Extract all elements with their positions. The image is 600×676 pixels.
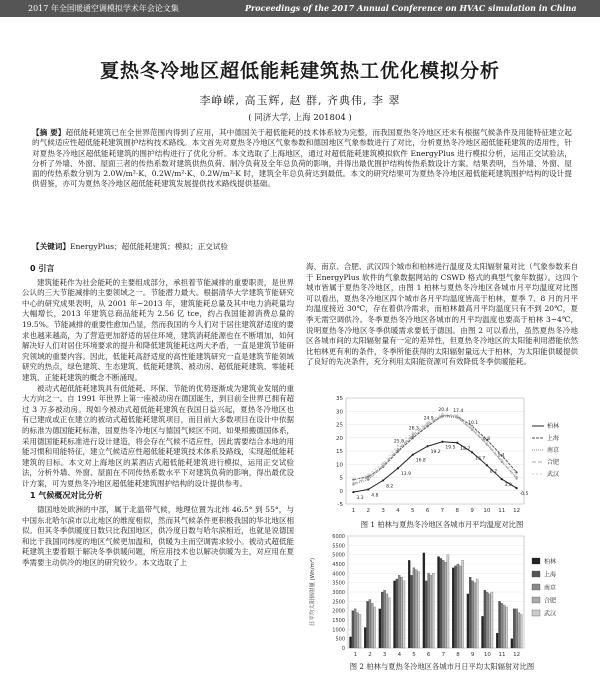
banner-right-text: Proceedings of the 2017 Annual Conference on HVAC simulation in China: [245, 3, 577, 13]
fig1-data-point: [501, 459, 503, 461]
fig1-data-label: 5.1: [497, 453, 505, 459]
fig2-y-tick-label: 1500: [332, 618, 345, 624]
fig1-x-tick-label: 8: [455, 508, 459, 514]
fig1-data-point: [397, 467, 399, 469]
fig1-y-tick-label: 35: [336, 396, 343, 402]
fig1-x-tick-label: 7: [440, 508, 445, 514]
fig2-bar: [408, 560, 410, 648]
paper-authors: 李峥嵘, 高玉辉, 赵 群, 齐典伟, 李 翠: [199, 94, 401, 107]
figure2-radiation-chart: [306, 532, 578, 660]
fig1-y-tick-label: 0: [339, 488, 343, 495]
fig2-bar: [489, 594, 491, 648]
fig1-x-tick-label: 4: [396, 508, 400, 514]
fig1-data-label: 26.3: [408, 426, 419, 432]
fig1-data-label: 3.3: [356, 496, 364, 502]
fig2-bar: [403, 581, 405, 648]
fig2-bar: [352, 611, 354, 648]
fig2-y-tick-label: 5500: [332, 543, 345, 550]
fig1-data-point: [515, 476, 517, 478]
fig2-bar: [396, 579, 398, 648]
fig2-bar: [481, 616, 483, 648]
fig1-legend-label: 南京: [547, 447, 560, 454]
fig1-data-label: -0.5: [519, 492, 529, 498]
fig1-data-point: [412, 431, 414, 433]
fig1-data-point: [441, 441, 443, 443]
fig1-data-point: [412, 454, 414, 456]
fig1-data-point: [352, 480, 354, 482]
fig2-y-tick-label: 0: [341, 646, 345, 652]
fig2-bar: [520, 614, 522, 648]
fig1-legend-label: 上海: [547, 435, 560, 442]
fig1-data-point: [456, 414, 458, 416]
fig2-bar: [432, 573, 434, 648]
section1-paragraph-1: 德国地处欧洲的中部，属于北温带气候，地理位置为北纬 46.5° 到 55°，与中国东北哈尔滨市以北地区的维度相似，然而其气候条件更积极我国的华北地区相似。但其冬季供暖度日数只比我国地区，供冷度日数与哈尔滨相近，也就是说德国和比于我国同纬度的地区气候更加温和，供暖为主而空调需求较小。被动式超低能耗建筑主要着眼于解决冬季供暖问题，所应用技术也以解决供暖为主，对应用在夏季需要主动供冷的地区的研究较少。本文选取了上: [22, 505, 294, 568]
fig2-bar: [386, 594, 388, 648]
fig1-x-tick-label: 6: [425, 508, 430, 514]
fig1-data-label: 18.7: [460, 446, 471, 452]
fig2-bar: [440, 558, 442, 648]
fig2-bar: [359, 614, 361, 648]
fig1-y-tick-label: 30: [336, 409, 343, 416]
fig2-bar: [467, 594, 469, 648]
fig2-legend-label: 柏林: [544, 558, 557, 566]
keywords: [32, 241, 572, 252]
fig2-bar: [423, 553, 425, 648]
fig2-x-tick-label: 9: [470, 652, 475, 658]
fig2-bar: [381, 592, 383, 648]
fig2-bar: [401, 577, 403, 648]
left-column: [22, 262, 294, 569]
fig2-bar: [496, 633, 498, 648]
fig2-bar: [364, 627, 366, 648]
fig2-x-tick-label: 3: [382, 652, 387, 658]
fig1-y-tick-label: 20: [336, 435, 343, 442]
fig2-bar: [515, 609, 517, 648]
fig2-y-tick-label: 4500: [332, 562, 345, 568]
fig2-bar: [503, 605, 505, 648]
fig2-x-tick-label: 2: [368, 652, 372, 658]
fig2-legend-swatch: [532, 597, 540, 603]
fig2-bar: [430, 575, 432, 648]
fig2-bar: [369, 599, 371, 648]
fig1-data-point: [486, 464, 488, 466]
fig1-data-label: 8.2: [386, 484, 394, 490]
fig2-y-tick-label: 4000: [332, 571, 345, 578]
fig2-bar: [371, 603, 373, 648]
fig2-bar: [491, 592, 493, 648]
fig2-bar: [427, 573, 429, 648]
fig2-y-tick-label: 6000: [332, 534, 345, 540]
fig2-bar: [388, 598, 390, 648]
fig2-bar: [447, 555, 449, 648]
fig2-legend-label: 上海: [544, 571, 557, 579]
fig2-bar: [418, 571, 420, 648]
fig2-bar: [437, 557, 439, 648]
fig2-legend-label: 南京: [544, 584, 557, 592]
fig2-bar: [513, 609, 515, 648]
fig2-bar: [474, 583, 476, 648]
fig2-bar: [459, 566, 461, 648]
fig2-x-tick-label: 1: [353, 652, 358, 658]
fig2-bar: [413, 568, 415, 648]
fig1-data-label: 25.8: [393, 439, 404, 445]
fig2-bar: [354, 609, 356, 648]
fig1-x-tick-label: 12: [513, 508, 521, 514]
fig1-data-point: [456, 442, 458, 444]
abstract: [32, 128, 572, 190]
fig2-y-axis-label: 日平均太阳辐射量 (Wh/m²): [310, 557, 316, 627]
fig1-y-tick-label: -5: [337, 502, 343, 508]
fig2-bar: [393, 581, 395, 648]
fig1-legend-label: 武汉: [547, 471, 560, 478]
fig2-legend-label: 武汉: [544, 610, 557, 618]
fig2-bar: [349, 637, 351, 648]
fig2-legend-swatch: [532, 558, 540, 564]
fig1-data-label: 13.7: [475, 456, 486, 462]
fig2-bar: [383, 590, 385, 648]
fig2-x-tick-label: 7: [441, 652, 446, 658]
fig1-data-label: 13.9: [400, 472, 411, 478]
fig1-x-tick-label: 11: [498, 508, 506, 514]
fig2-bar: [445, 562, 447, 648]
fig1-data-label: 10.1: [468, 420, 479, 426]
fig2-y-tick-label: 500: [335, 636, 345, 643]
fig1-y-tick-label: 25: [336, 422, 343, 429]
fig2-legend-swatch: [532, 571, 540, 577]
fig1-data-point: [382, 464, 384, 466]
fig2-bar: [469, 577, 471, 648]
fig1-data-label: 19.5: [445, 445, 456, 451]
paper-title: 夏热冬冷地区超低能耗建筑热工优化模拟分析: [99, 60, 500, 82]
fig2-legend-swatch: [532, 584, 540, 590]
fig1-data-point: [426, 422, 428, 424]
fig2-y-tick-label: 5000: [332, 552, 345, 559]
fig1-data-point: [471, 451, 473, 453]
fig2-bar: [486, 592, 488, 648]
fig1-data-point: [441, 413, 443, 415]
fig1-y-tick-label: 5: [339, 475, 343, 482]
keywords-text: EnergyPlus；超低能耗建筑；模拟；正交试验: [69, 242, 228, 251]
fig1-legend-label: 柏林: [547, 423, 560, 430]
fig2-x-tick-label: 11: [498, 652, 506, 658]
fig1-x-tick-label: 1: [351, 508, 356, 514]
fig1-data-point: [367, 477, 369, 479]
abstract-label: 【摘 要】: [32, 128, 66, 137]
fig2-y-tick-label: 3000: [332, 590, 345, 596]
fig2-bar: [501, 603, 503, 648]
fig2-bar: [511, 639, 513, 648]
fig2-bar: [518, 613, 520, 648]
fig2-bar: [442, 560, 444, 648]
fig1-data-point: [352, 491, 354, 493]
fig1-data-point: [486, 442, 488, 444]
figure1-temperature-chart: [306, 392, 578, 517]
fig2-bar: [506, 607, 508, 648]
fig1-data-point: [412, 434, 414, 436]
fig2-bar: [374, 607, 376, 648]
keywords-label: 【关键词】: [32, 242, 70, 251]
fig1-data-label: 16.8: [415, 458, 426, 464]
fig2-y-tick-label: 2000: [332, 608, 345, 615]
fig1-data-label: 8.2: [489, 469, 498, 475]
fig2-y-tick-label: 2500: [332, 599, 345, 606]
fig2-x-tick-label: 5: [412, 652, 416, 658]
fig2-bar: [457, 564, 459, 648]
fig1-data-point: [382, 479, 384, 481]
fig1-y-tick-label: 10: [336, 462, 343, 469]
fig2-bar: [476, 579, 478, 648]
intro-paragraph-2: 被动式超低能耗建筑具有低能耗、环保、节能的优势逐渐成为建筑业发展的重大方向之一。自 1991 年世界上第一座被动房在德国诞生，到目前全世界已拥有超过 3 万多被动房。现如今被动式超低能耗建筑在我国日益兴起，夏热冬冷地区也有已建成或正在建立的被动式超低能耗建筑项目，而目前大多数项目在设计中依据的标准为德国能耗标准，国夏热冬冷地区与德国气候区不同。如果照搬德国体系，采用德国能耗标准进行设计建造，将会存在气候不适应性，因此需要结合本地的用能习惯和用能特征，建立气候适应性超低能耗建筑技术体系及路线，实现超低能耗建筑的目标。本文对上海地区的某酒店式超低能耗建筑进行模拟，运用正交试验法，分析外墙、外窗、屋面在不同传热系数水平下对建筑负荷的影响，得出最优设计方案，可为夏热冬冷地区超低能耗建筑围护结构的设计提供参考。: [22, 383, 294, 488]
fig1-x-tick-label: 5: [411, 508, 415, 514]
fig2-bar: [484, 590, 486, 648]
figure1-caption: 图 1 柏林与夏热冬冷地区各城市月平均温度对比图: [360, 520, 524, 529]
fig1-data-point: [382, 462, 384, 464]
fig2-bar: [366, 601, 368, 648]
intro-paragraph-1: 建筑能耗作为社会能耗的主要组成部分，承担着节能减排的重要职责，是世界公认的三大节能减排的主要领域之一。节能潜力最大。根据清华大学建筑节能研究中心的研究成果表明，从 2001 年~2013 年，建筑能耗总量及其中电力消耗量均大幅增长，2013 年建筑总商品能耗为 2.56 亿 tce，约占我国能源消费总量的 19.5%。节能减排的重要性愈加凸显，然而我国的今人们对于居住建筑舒适度的要求也越来越高，为了营造更加舒适的居住环境，建筑消耗能源也在不断增加，如何解决好人们对居住环境要求的提升和降低建筑能耗这两大矛盾，一直是建筑节能研究领域的重要内容。因此，低能耗高舒适度的高性能建筑研究一直是建筑节能领域研究的热点，绿色建筑、生态建筑、低能耗建筑、被动房、超低能耗建筑、零能耗建筑、正能耗建筑的概念不断涌现。: [22, 277, 294, 382]
banner-left-text: 2017 年全国暖通空调模拟学术年会论文集: [28, 4, 179, 13]
fig1-data-point: [471, 428, 473, 430]
fig1-data-point: [515, 473, 517, 475]
fig2-y-tick-label: 1000: [332, 627, 345, 634]
fig2-bar: [415, 570, 417, 648]
fig1-x-tick-label: 10: [483, 508, 491, 514]
fig1-data-point: [397, 445, 399, 447]
fig1-data-point: [426, 445, 428, 447]
fig2-x-tick-label: 6: [426, 652, 431, 658]
fig1-data-label: 3.0: [504, 483, 512, 489]
fig1-data-label: 19.2: [430, 450, 441, 456]
fig1-legend-label: 合肥: [547, 459, 560, 466]
fig2-legend-label: 合肥: [544, 597, 557, 605]
right-column-text: [306, 262, 578, 368]
fig1-x-tick-label: 3: [381, 508, 385, 514]
fig1-data-point: [501, 478, 503, 480]
fig2-bar: [462, 560, 464, 648]
fig1-x-tick-label: 2: [366, 508, 370, 514]
fig2-x-tick-label: 8: [456, 652, 460, 658]
intro-heading: 0 引言: [30, 264, 55, 273]
fig1-data-label: 20.4: [438, 407, 449, 413]
conference-banner: [0, 0, 600, 17]
fig1-x-tick-label: 9: [470, 508, 474, 514]
fig2-x-tick-label: 4: [397, 652, 402, 658]
fig2-bar: [471, 581, 473, 648]
fig1-data-point: [471, 426, 473, 428]
fig2-bar: [379, 609, 381, 648]
paper-affiliation: ( 同济大学, 上海 201804 ): [248, 113, 352, 123]
figure2-caption: 图 2 柏林与夏热冬冷地区各城市月日平均太阳辐射对比图: [349, 662, 535, 671]
fig1-data-label: 4.8: [371, 493, 379, 499]
fig1-data-point: [367, 488, 369, 490]
fig2-x-tick-label: 12: [513, 652, 521, 658]
fig2-bar: [398, 575, 400, 648]
fig2-bar: [357, 613, 359, 648]
fig2-bar: [452, 568, 454, 648]
section1-heading: 1 气候概况对比分析: [30, 491, 103, 501]
fig2-bar: [410, 575, 412, 648]
fig1-data-label: 6.8: [482, 436, 491, 442]
fig1-data-label: 24.9: [423, 416, 434, 422]
fig2-legend-swatch: [532, 610, 540, 616]
fig1-data-label: 17.4: [453, 409, 464, 415]
fig1-y-tick-label: 15: [336, 449, 343, 455]
fig2-bar: [425, 581, 427, 648]
fig1-data-point: [515, 487, 517, 489]
right-paragraph-1: 海、南京、合肥、武汉四个城市和柏林进行温度及太阳辐射量对比（气象参数来自于 EnergyPlus 软件的气象数据网站的 CSWD 格式的典型气象年数据）。这四个城市皆属于夏热冬冷地区，由图 1 柏林与夏热冬冷地区各城市月平均温度对比图可以看出，夏热冬冷地区四个城市各月平均温度皆高于柏林，夏季 7、8 月的月平均温度接近 30℃，存在着供冷需求，而柏林最高月平均温度只有不到 20℃，夏季无需空调供冷。冬季夏热冬冷地区各城市的月平均温度也要高于柏林 3~4℃，说明夏热冬冷地区冬季供暖需求要低于德国。由图 2 可以看出，虽然夏热冬冷地区各城市间的太阳辐射量有一定的差异性，但夏热冬冷地区的太阳能利用潜能依然比柏林更有利的条件，冬季所能获得的太阳辐射量远大于柏林，为太阳能供暖提供了良好的先决条件，充分利用太阳能资源可有效降低冬季供暖能耗。: [306, 262, 578, 367]
fig2-bar: [454, 566, 456, 648]
fig2-x-tick-label: 10: [483, 652, 491, 658]
fig1-data-point: [352, 482, 354, 484]
fig2-y-tick-label: 3500: [332, 580, 345, 587]
fig1-data-point: [397, 448, 399, 450]
fig1-data-point: [367, 473, 369, 475]
fig2-bar: [498, 601, 500, 648]
abstract-text: 超低能耗建筑已在全世界范围内得到了应用，其中德国关于超低能耗的技术体系较为完整，而我国夏热冬冷地区还未有根据气候条件及用能特征建立起的气候适应性超低能耗建筑围护结构技术路线。本文首先对夏热冬冷地区气象参数和德国地区气象参数进行了对比，分析夏热冬冷地区超低能耗建筑的适用性，针对夏热冬冷地区超低能耗建筑的围护结构进行了优化分析。本文选取了上海地区，通过对超低能耗建筑模拟软件 EnergyPlus 进行模拟分析，运用正交试验法，分析了外墙、外窗、屋面三者的传热系数对建筑供热负荷、制冷负荷及全年总负荷的影响，并得出最优围护结构传热系数设计方案。结果表明，当外墙、外窗、屋面的传热系数分别为 2.0W/m²·K、0.2W/m²·K、0.2W/m²·K 时，建筑全年总负荷达到最低。本文的研究结果可为夏热冬冷地区超低能耗建筑围护结构的设计提供借鉴，亦可为夏热冬冷地区超低能耗建筑发展提供技术路线提供基础。: [32, 128, 572, 189]
